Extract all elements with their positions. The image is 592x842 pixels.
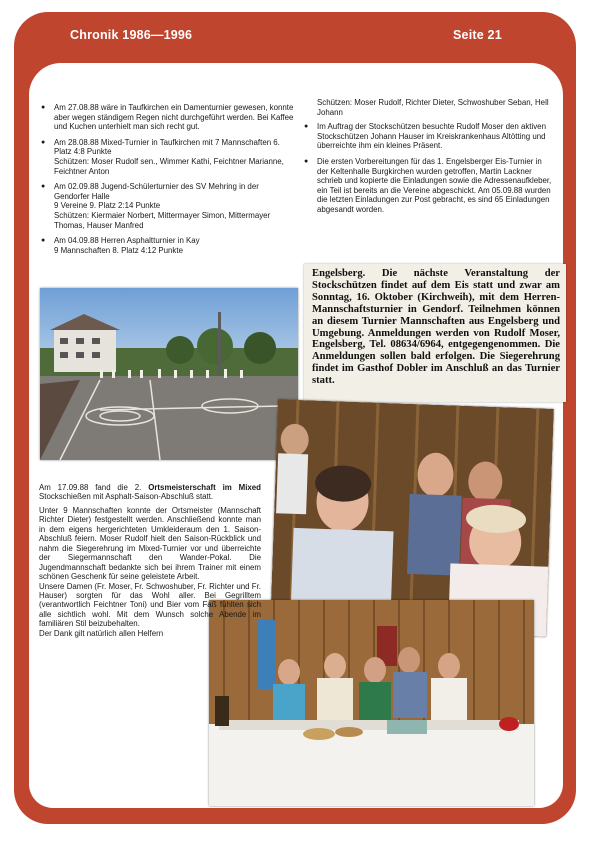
list-item: [40, 103, 295, 132]
article-closing: Der Dank gilt natürlich allen Helfern: [39, 628, 164, 638]
list-item-text: Im Auftrag der Stockschützen besuchte Rudolf Moser den aktiven Stockschützen Johann Hauser im Kreiskrankenhaus Altötting und überreichte ihm ein kleines Präsent.: [317, 122, 546, 151]
newspaper-clipping: [304, 264, 566, 402]
chronicle-title: Chronik 1986—1996: [70, 28, 193, 42]
article-intro-text: Am 17.09.88 fand die 2.: [39, 483, 149, 492]
article-paragraph: Unsere Damen (Fr. Moser, Fr. Schwoshuber, Fr. Richter und Fr. Hauser) sorgten für das Wohl aller. Bei Gegrilltem (verantwortlich Feichtner Toni) und Bier vom Faß fühlten sich alle sichtlich wohl. Mit dem Wunsch solche Abende im familiären Stil beizubehalten.: [39, 581, 261, 629]
list-item-text: Die ersten Vorbereitungen für das 1. Engelsberger Eis-Turnier in der Keltenhalle Burgkirchen wurden getroffen, Martin Lackner schrieb und kopierte die Einladungen sowie die Adressenaufkleber, ein Teil ist bereits an die Vereine abgeschickt. Am 05.09.88 wurden die letzten Einladungen zur Post gebracht, es sind 65 Einladungen abgesandt worden.: [317, 156, 552, 214]
article-intro-highlight: Ortsmeisterschaft im Mixed: [148, 483, 262, 492]
shooters-line: Schützen: Moser Rudolf, Richter Dieter, Schwoshuber Seban, Hell Johann: [317, 98, 549, 117]
list-item-text: Am 27.08.88 wäre in Taufkirchen ein Damenturnier gewesen, konnte aber wegen ständigem Regen nicht durchgeführt werden. Bei Kaffee und Kuchen unterhielt man sich recht gut.: [54, 103, 294, 132]
article-intro-end: Stockschießen mit Asphalt-Saison-Abschluß statt.: [39, 492, 214, 502]
clipping-text: Die nächste Veranstaltung der Stockschützen findet auf dem Eis statt und zwar am Sonntag, 16. Oktober (Kirchweih), mit dem Herren-Mannschaftsturnier in Gendorf. Teilnehmen können an diesem Turnier Mannschaften aus Engelsberg und Umgebung. Anmeldungen werden von Rudolf Moser, Engelsberg, Tel. 08634/6964, entgegengenommen. Die Anmeldungen sollen bald erfolgen. Die Siegerehrung findet im Gasthof Dobler im Anschluß an das Turnier statt.: [312, 268, 560, 387]
article-ortsmeisterschaft: [39, 483, 261, 638]
list-item-text: Am 04.09.88 Herren Asphaltturnier in Kay 9 Mannschaften 8. Platz 4:12 Punkte: [54, 236, 200, 255]
list-item: [40, 236, 295, 255]
photo-asphalt-court: [40, 288, 298, 460]
list-item: [303, 157, 555, 215]
list-item: [303, 122, 555, 151]
left-column: [40, 103, 295, 261]
list-item-text: Am 02.09.88 Jugend-Schülerturnier des SV Mehring in der Gendorfer Halle 9 Vereine 9. Platz 2:14 Punkte Schützen: Kiermaier Norbert, Mittermayer Simon, Mittermayer Thomas, Hauser Manfred: [54, 182, 271, 230]
article-intro: [39, 483, 261, 502]
page-number: Seite 21: [453, 28, 502, 42]
article-paragraph: Unter 9 Mannschaften konnte der Ortsmeister (Mannschaft Richter Dieter) festgestellt werden. Anschließend konnte man in dem eigens hergerichteten Umkleideraum den 1. Saison-Abschluß feiern. Moser Rudolf hielt den Saison-Rückblick und nahm die Siegerehrung im Mixed-Turnier vor und überreichte der Siegermannschaft den Wander-Pokal. Die Jugendmannschaft bedankte sich bei ihrem Trainer mit einem schönen Geschenk für seine geleistete Arbeit.: [39, 505, 261, 582]
list-item-text: Am 28.08.88 Mixed-Turnier in Taufkirchen mit 7 Mannschaften 6. Platz 4:8 Punkte Schützen: Moser Rudolf sen., Wimmer Kathi, Feichtner Marianne, Feichtner Anton: [54, 137, 284, 176]
list-item: [40, 182, 295, 230]
right-column: [303, 98, 555, 221]
clipping-place: Engelsberg.: [312, 268, 366, 279]
list-item: [40, 138, 295, 176]
